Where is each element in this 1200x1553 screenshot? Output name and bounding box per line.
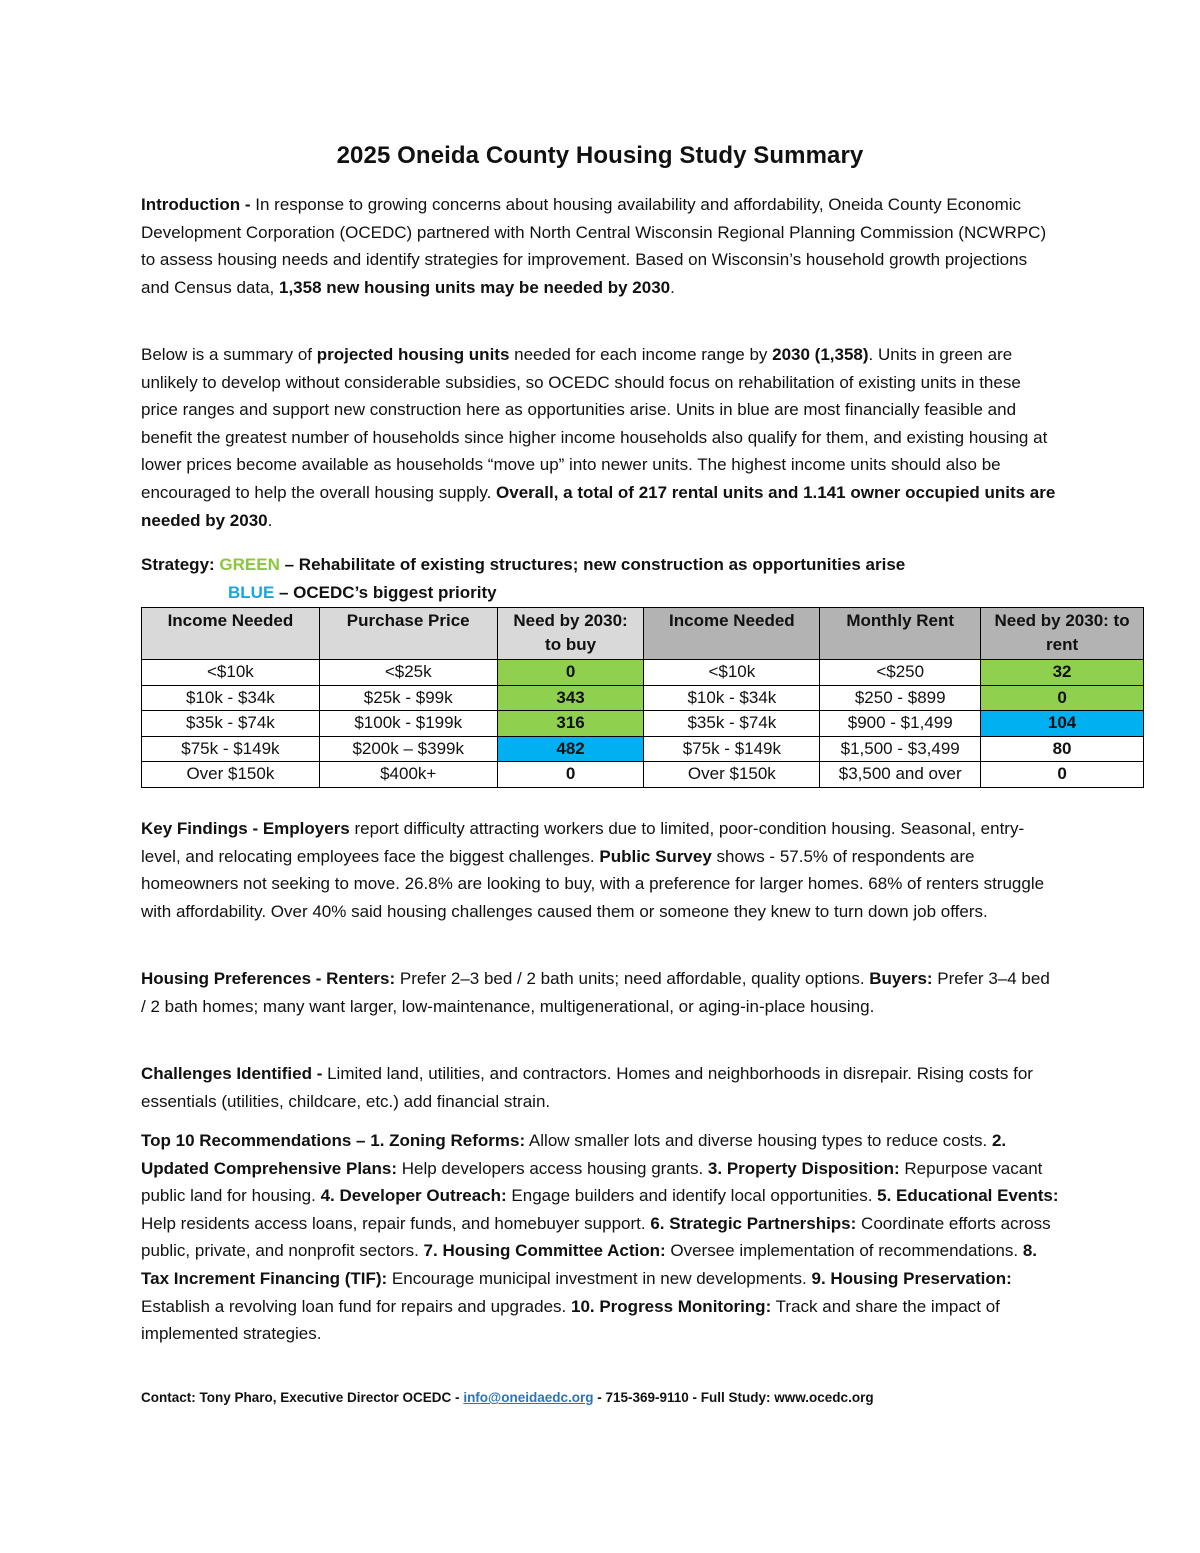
cell: $900 - $1,499 — [820, 711, 981, 737]
cell: $200k – $399k — [319, 736, 497, 762]
key-findings-label: Key Findings - Employers — [141, 819, 350, 838]
challenges-text: Limited land, utilities, and contractors. Homes and neighborhoods in disrepair. Rising costs for essentials (utilities, childcare, etc.) add financial strain. — [141, 1064, 1033, 1111]
recommendation-text: Track and share the impact of implemented strategies. — [141, 1296, 1000, 1344]
cell: $3,500 and over — [820, 762, 981, 788]
key-findings-paragraph — [141, 815, 1059, 925]
cell: $250 - $899 — [820, 685, 981, 711]
summary-end: . — [267, 510, 273, 530]
table-header-row — [142, 608, 1144, 660]
strategy-blue-text: – OCEDC’s biggest priority — [274, 583, 497, 602]
introduction-label: Introduction - — [141, 195, 256, 214]
recommendation-title: 5. Educational Events: — [877, 1186, 1059, 1206]
cell: 0 — [497, 762, 644, 788]
table-row — [142, 762, 1144, 788]
strategy-legend — [141, 551, 1059, 607]
recommendations-label: Top 10 Recommendations – — [141, 1131, 371, 1150]
recommendation-text: Help developers access housing grants. — [397, 1158, 708, 1178]
cell: $1,500 - $3,499 — [820, 736, 981, 762]
cell: Over $150k — [644, 762, 820, 788]
cell: $35k - $74k — [142, 711, 320, 737]
summary-bold-1: projected housing units — [316, 345, 510, 364]
cell: 0 — [497, 660, 644, 686]
introduction-text: In response to growing concerns about housing availability and affordability, Oneida County Economic Development Corporation (OCEDC) partnered with North Central Wisconsin Regional Planning Commission (NCWRPC) to assess housing needs and identify strategies for improvement. Based on Wisconsin’s household growth projections and Census data, — [141, 195, 1047, 297]
recommendations-paragraph — [141, 1127, 1059, 1348]
cell: 104 — [981, 711, 1144, 737]
recommendation-title: 3. Property Disposition: — [707, 1158, 900, 1178]
summary-text-1: Below is a summary of — [141, 345, 317, 364]
recommendation-text: Oversee implementation of recommendations. — [665, 1241, 1023, 1261]
buyers-label: Buyers: — [869, 969, 933, 988]
cell: <$10k — [644, 660, 820, 686]
cell: 482 — [497, 736, 644, 762]
cell: <$25k — [319, 660, 497, 686]
contact-line — [141, 1390, 1041, 1405]
summary-bold-3: Overall, a total of 217 rental units and 1.141 owner occupied units are needed by 2030 — [141, 482, 1056, 530]
buyers-text: Prefer 3–4 bed / 2 bath homes; many want larger, low-maintenance, multigenerational, or aging-in-place housing. — [141, 969, 1050, 1016]
cell: 0 — [981, 685, 1144, 711]
strategy-green-text: – Rehabilitate of existing structures; new construction as opportunities arise — [279, 555, 906, 574]
recommendation-title: 6. Strategic Partnerships: — [650, 1213, 857, 1233]
header-income-buy: Income Needed — [142, 608, 320, 660]
introduction-end: . — [670, 277, 675, 297]
cell: $35k - $74k — [644, 711, 820, 737]
header-need-buy: Need by 2030: to buy — [497, 608, 644, 660]
recommendation-title: 1. Zoning Reforms: — [370, 1131, 526, 1150]
strategy-green-word: GREEN — [219, 555, 280, 574]
header-monthly-rent: Monthly Rent — [820, 608, 981, 660]
cell: 343 — [497, 685, 644, 711]
recommendation-text: Engage builders and identify local opportunities. — [506, 1186, 878, 1206]
recommendation-text: Allow smaller lots and diverse housing types to reduce costs. — [525, 1131, 992, 1150]
key-findings-text-2: shows - 57.5% of respondents are homeowners not seeking to move. 26.8% are looking to buy, with a preference for larger homes. 68% of renters struggle with affordability. Over 40% said housing challenges caused them or someone they knew to turn down job offers. — [141, 846, 1045, 921]
table-row — [142, 685, 1144, 711]
challenges-label: Challenges Identified - — [141, 1064, 328, 1083]
cell: 80 — [981, 736, 1144, 762]
key-findings-text-1: report difficulty attracting workers due to limited, poor-condition housing. Seasonal, entry-level, and relocating employees face the biggest challenges. — [141, 819, 1025, 866]
cell: $25k - $99k — [319, 685, 497, 711]
introduction-paragraph — [141, 191, 1059, 301]
recommendation-text: Help residents access loans, repair funds, and homebuyer support. — [141, 1213, 651, 1233]
recommendation-text: Establish a revolving loan fund for repairs and upgrades. — [141, 1296, 571, 1316]
cell: $10k - $34k — [142, 685, 320, 711]
recommendation-text: Repurpose vacant public land for housing. — [141, 1158, 1043, 1206]
housing-needs-table — [141, 607, 1144, 788]
strategy-blue-line — [141, 579, 1059, 607]
cell: $10k - $34k — [644, 685, 820, 711]
strategy-label: Strategy: — [141, 555, 220, 574]
cell: <$250 — [820, 660, 981, 686]
header-need-rent: Need by 2030: to rent — [981, 608, 1144, 660]
cell: $400k+ — [319, 762, 497, 788]
challenges-paragraph — [141, 1060, 1059, 1115]
recommendation-title: 8. Tax Increment Financing (TIF): — [141, 1241, 1038, 1288]
renters-text: Prefer 2–3 bed / 2 bath units; need affordable, quality options. — [395, 969, 870, 988]
contact-phone-website: - 715-369-9110 - Full Study: www.ocedc.org — [593, 1390, 874, 1405]
recommendation-title: 7. Housing Committee Action: — [423, 1241, 666, 1261]
summary-text-3: . Units in green are unlikely to develop without considerable subsidies, so OCEDC should focus on rehabilitation of existing units in these price ranges and support new construction here as opportunities arise. Units in blue are most financially feasible and benefit the greatest number of households since higher income households also qualify for them, and existing housing at lower prices become available as households “move up” into newer units. The highest income units should also be encouraged to help the overall housing supply. — [141, 345, 1048, 502]
cell: $75k - $149k — [644, 736, 820, 762]
recommendation-text: Encourage municipal investment in new developments. — [387, 1268, 812, 1288]
cell: 316 — [497, 711, 644, 737]
introduction-highlight: 1,358 new housing units may be needed by 2030 — [278, 277, 671, 297]
cell: 32 — [981, 660, 1144, 686]
cell: <$10k — [142, 660, 320, 686]
table-row — [142, 711, 1144, 737]
strategy-blue-word: BLUE — [228, 583, 275, 602]
summary-text-2: needed for each income range by — [509, 345, 773, 364]
header-purchase-price: Purchase Price — [319, 608, 497, 660]
table-row — [142, 660, 1144, 686]
cell: $100k - $199k — [319, 711, 497, 737]
summary-bold-2: 2030 (1,358) — [772, 345, 869, 364]
recommendation-title: 4. Developer Outreach: — [320, 1186, 507, 1206]
renters-label: Housing Preferences - Renters: — [141, 969, 396, 988]
housing-preferences-paragraph — [141, 965, 1059, 1020]
recommendation-title: 9. Housing Preservation: — [811, 1268, 1012, 1288]
summary-paragraph — [141, 341, 1059, 534]
cell: $75k - $149k — [142, 736, 320, 762]
header-income-rent: Income Needed — [644, 608, 820, 660]
contact-name: Contact: Tony Pharo, Executive Director OCEDC - — [141, 1390, 464, 1405]
recommendation-title: 2. Updated Comprehensive Plans: — [141, 1131, 1007, 1178]
table-row — [142, 736, 1144, 762]
page-title: 2025 Oneida County Housing Study Summary — [336, 142, 864, 169]
cell: Over $150k — [142, 762, 320, 788]
cell: 0 — [981, 762, 1144, 788]
recommendation-text: Coordinate efforts across public, private, and nonprofit sectors. — [141, 1213, 1051, 1261]
public-survey-label: Public Survey — [599, 846, 712, 866]
contact-email-link[interactable]: info@oneidaedc.org — [463, 1390, 594, 1405]
recommendation-title: 10. Progress Monitoring: — [570, 1296, 772, 1316]
strategy-green-line — [141, 551, 1059, 579]
